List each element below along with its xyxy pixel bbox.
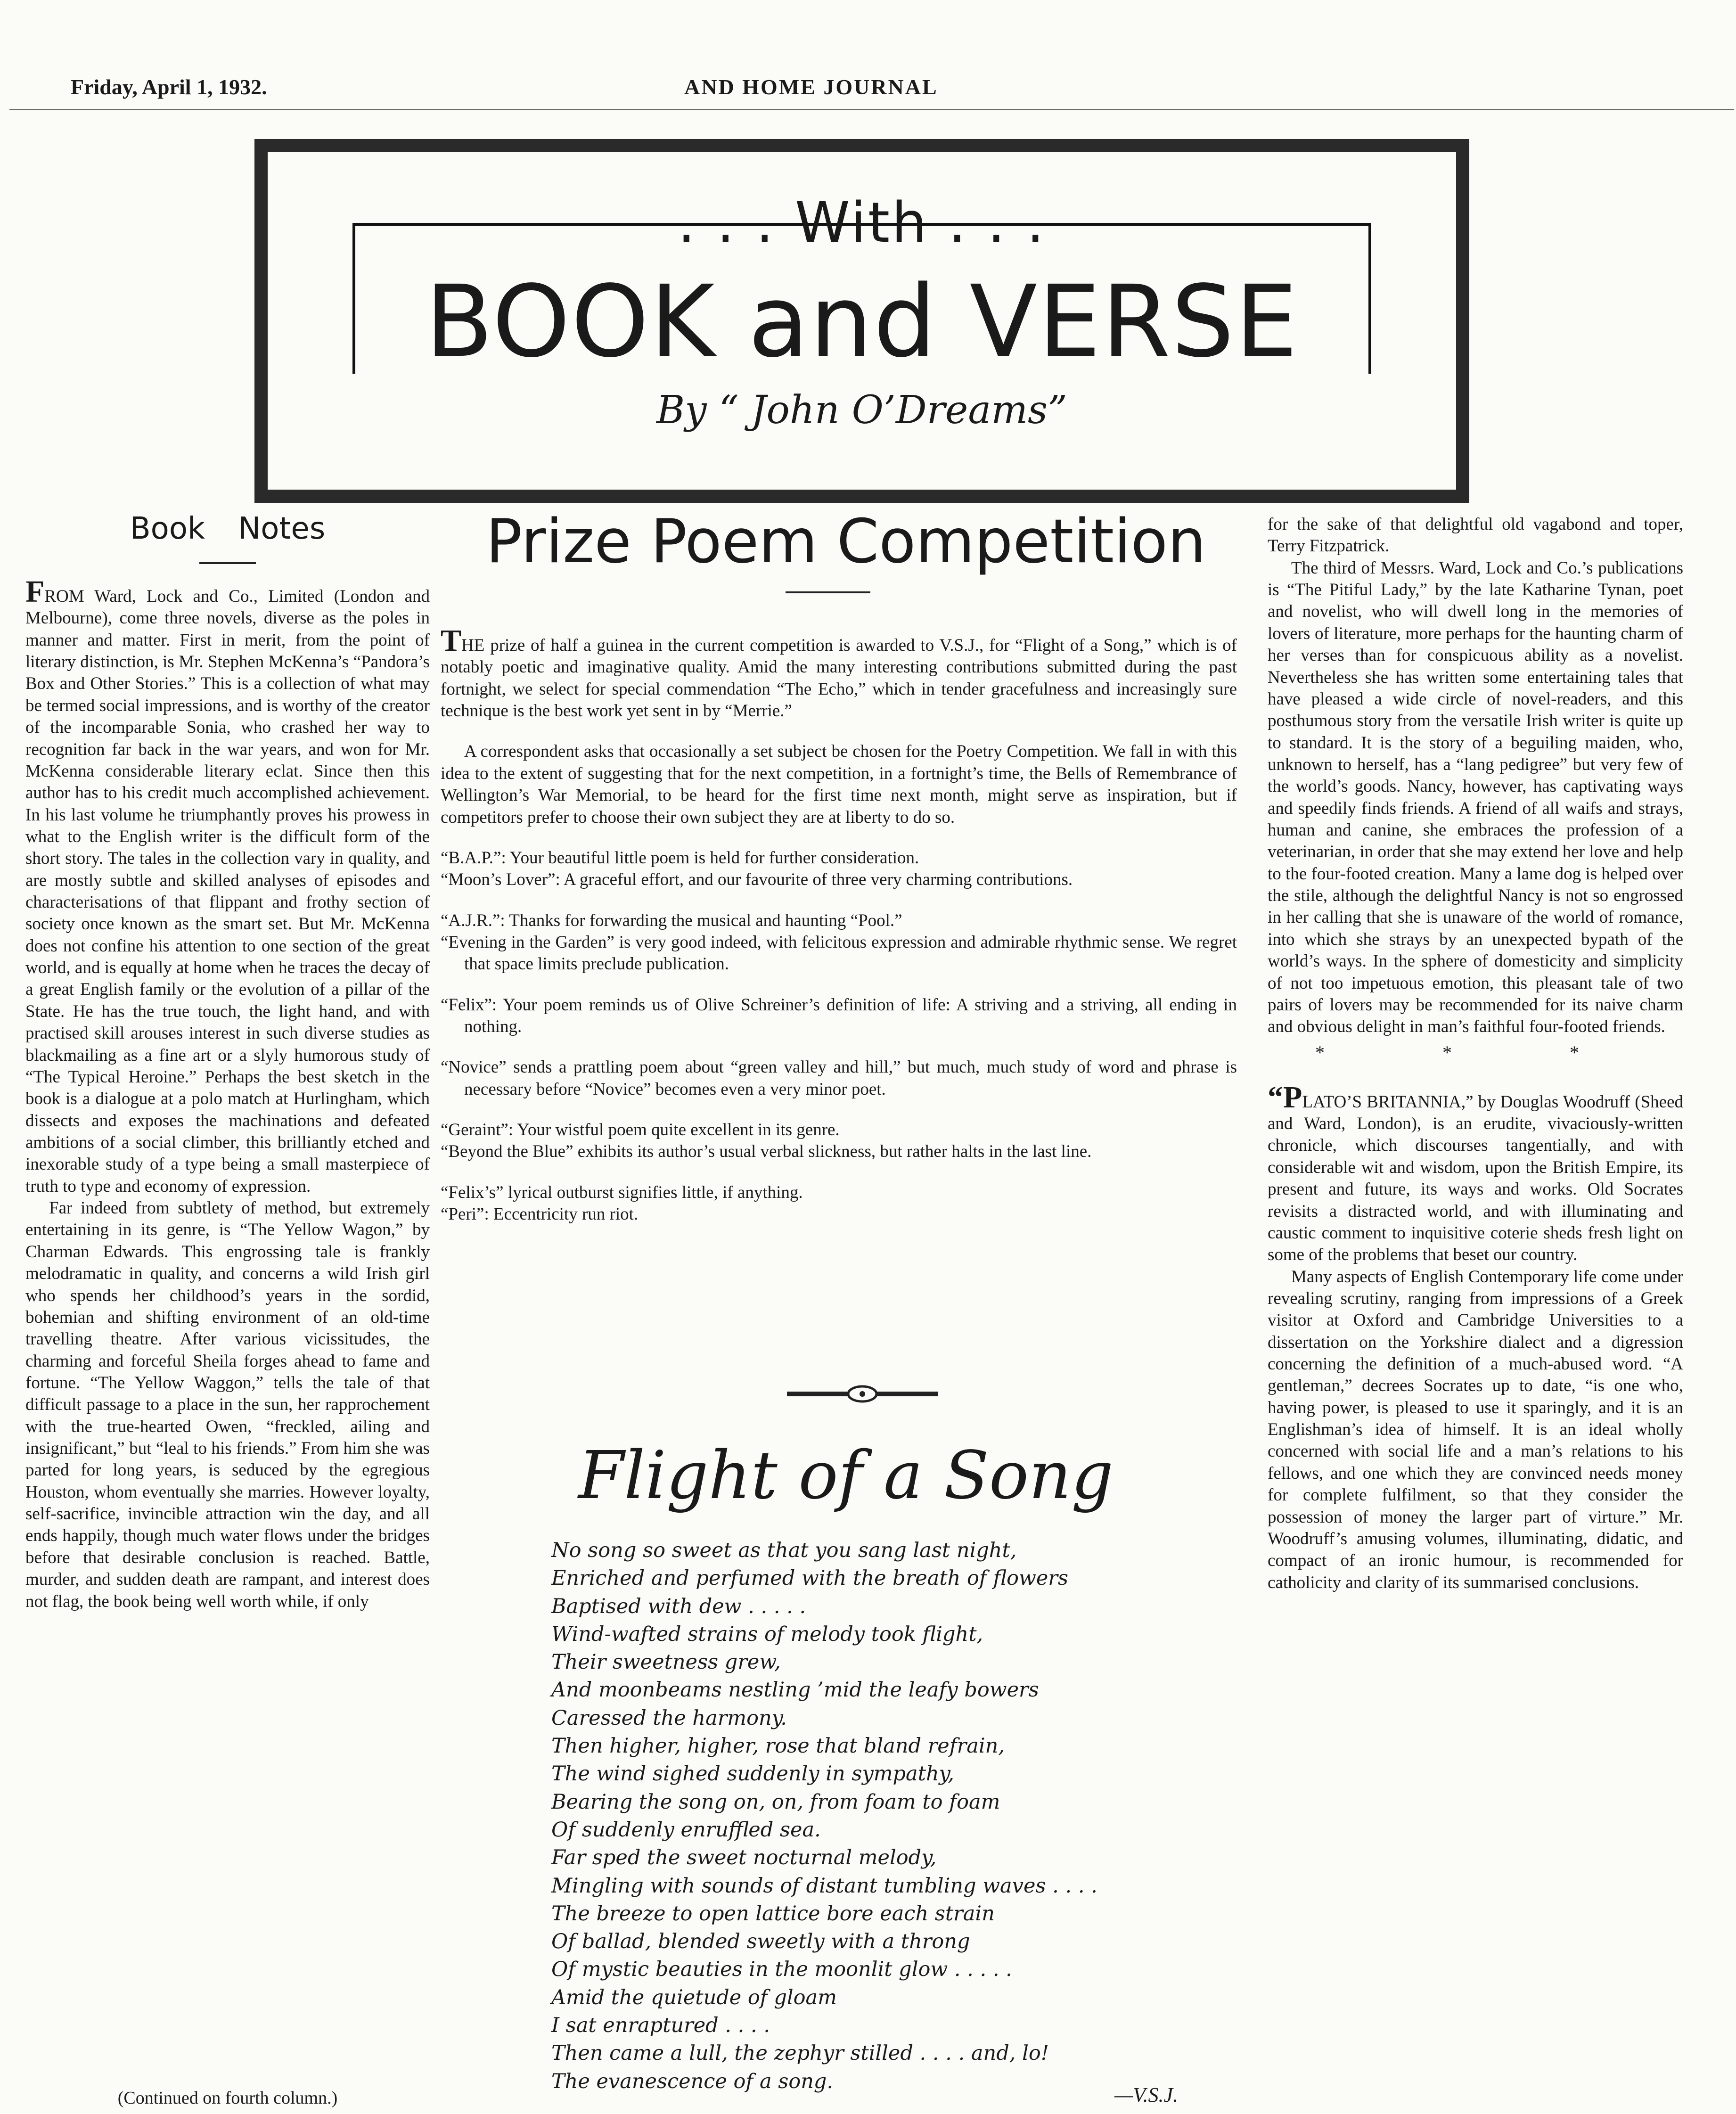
poem-line: Far sped the sweet nocturnal melody, bbox=[551, 1846, 937, 1870]
header-rule bbox=[9, 109, 1734, 110]
heading-rule bbox=[199, 562, 256, 564]
banner-title: BOOK and VERSE bbox=[425, 264, 1299, 379]
right-paragraph: The third of Messrs. Ward, Lock and Co.’s publications is “The Pitiful Lady,” by the late Katharine Tynan, poet and novelist, who will dwell long in the memories of lovers of literature, more perhaps for the haunting charm of her verses than for conspicuous ability as a novelist. Nevertheless she has written some entertaining tales that have pleased a wide circle of novel-readers, and this posthumous story from the versatile Irish writer is quite up to standard. It is the story of a beguiling maiden, who, unknown to herself, has a “lang pedigree” but very few of the world’s goods. Nancy, however, has captivating ways and speedily finds friends. A friend of all waifs and strays, human and canine, she embraces the profession of a veterinarian, in order that she may extend her love and help to the four-footed creation. Many a lame dog is helped over the stile, although the delightful Nancy is not so engrossed in her calling that she is unaware of the world of romance, into which she strays by an unexpected bypath of the world’s ways. In the sphere of domesticity and simplicity of not too impetuous emotion, this pleasant tale of two pairs of lovers may be recommended for its naive charm and obvious delight in man’s faithful four-footed friends. bbox=[1268, 558, 1683, 1037]
section-banner bbox=[254, 139, 1469, 503]
right-column bbox=[1268, 514, 1683, 1594]
prize-entry: “Moon’s Lover”: A graceful effort, and our favourite of three very charming contributions. bbox=[441, 870, 1073, 890]
prize-entry: “Peri”: Eccentricity run riot. bbox=[441, 1204, 639, 1224]
continued-note: (Continued on fourth column.) bbox=[117, 2088, 338, 2108]
poem-line: Of suddenly enruffled sea. bbox=[551, 1818, 821, 1842]
poem-line: The breeze to open lattice bore each strain bbox=[551, 1901, 995, 1926]
poem-line: Bearing the song on, on, from foam to foam bbox=[551, 1790, 1000, 1814]
poem-line: I sat enraptured . . . . bbox=[551, 2014, 770, 2038]
poem-line: Then higher, higher, rose that bland refrain, bbox=[551, 1734, 1005, 1758]
poem-line: The evanescence of a song. bbox=[551, 2069, 834, 2093]
poem-line: Enriched and perfumed with the breath of flowers bbox=[551, 1566, 1068, 1590]
ornament-divider-icon bbox=[787, 1385, 938, 1403]
poem-signature: —V.S.J. bbox=[1114, 2083, 1178, 2106]
poem-line: Amid the quietude of gloam bbox=[551, 1985, 837, 2009]
drop-cap: F bbox=[25, 574, 45, 609]
book-notes-paragraph: Far indeed from subtlety of method, but extremely entertaining in its genre, is “The Yellow Wagon,” by Charman Edwards. This engrossing tale is frankly melodramatic in quality, and concerns a wild Irish girl who spends her childhood’s years in the sordid, bohemian and shifting environment of an old-time travelling theatre. After various vicissitudes, the charming and forceful Sheila forges ahead to fame and fortune. “The Yellow Waggon,” tells the tale of that difficult passage to a place in the sun, her rapprochement with the true-hearted Owen, “freckled, ailing and insignificant,” but “leal to his friends.” From him she was parted for long years, is seduced by the egregious Houston, whom eventually she marries. However loyalty, self-sacrifice, invincible attraction win the day, and all ends happily, though much water flows under the bridges before that desirable conclusion is reached. Battle, murder, and sudden death are rampant, and interest does not flag, the book being well worth while, if only bbox=[25, 1198, 430, 1611]
poem-line: No song so sweet as that you sang last night, bbox=[551, 1539, 1017, 1562]
poem-line: Baptised with dew . . . . . bbox=[551, 1594, 806, 1618]
drop-cap: T bbox=[441, 623, 462, 658]
poem-line: Mingling with sounds of distant tumbling waves . . . . bbox=[551, 1874, 1097, 1898]
issue-date: Friday, April 1, 1932. bbox=[71, 75, 267, 99]
heading-rule bbox=[786, 591, 870, 593]
right-paragraph: for the sake of that delightful old vagabond and toper, Terry Fitzpatrick. bbox=[1268, 515, 1683, 556]
prize-correspondent: A correspondent asks that occasionally a set subject be chosen for the Poetry Competition. We fall in with this idea to the extent of suggesting that for the next competition, in a fortnight’s time, the Bells of Remembrance of Wellington’s War Memorial, to be heard for the first time next month, might serve as inspiration, but if competitors prefer to choose their own subject they are at liberty to do so. bbox=[441, 742, 1237, 827]
poem-line: Then came a lull, the zephyr stilled . . . . and, lo! bbox=[551, 2041, 1049, 2065]
prize-entry: “Novice” sends a prattling poem about “green valley and hill,” but much, much study of word and phrase is necessary before “Novice” becomes even a very minor poet. bbox=[441, 1057, 1237, 1099]
prize-entry: “B.A.P.”: Your beautiful little poem is held for further consideration. bbox=[441, 848, 919, 868]
poem-line: Their sweetness grew, bbox=[551, 1650, 781, 1674]
prize-entry: “A.J.R.”: Thanks for forwarding the musical and haunting “Pool.” bbox=[441, 910, 902, 930]
banner-byline: By “ John O’Dreams” bbox=[656, 388, 1067, 433]
banner-with: . . . With . . . bbox=[677, 190, 1047, 255]
right-paragraph: “PLATO’S BRITANNIA,” by Douglas Woodruff (Sheed and Ward, London), is an erudite, vivaciously-written chronicle, which discourses tangentially, and with considerable wit and wisdom, upon the British Empire, its present and future, its ways and works. Old Socrates revisits a distracted world, and with illuminating and caustic comment to inquisitive coterie sheds fresh light on some of the problems that beset our country. bbox=[1268, 1080, 1683, 1265]
prize-entry: “Felix”: Your poem reminds us of Olive Schreiner’s definition of life: A striving and a striving, all ending in nothing. bbox=[441, 995, 1237, 1037]
poem-body bbox=[551, 1537, 1220, 2096]
prize-entry: “Beyond the Blue” exhibits its author’s usual verbal slickness, but rather halts in the last line. bbox=[441, 1142, 1092, 1162]
book-notes-heading: Book Notes bbox=[130, 511, 326, 546]
prize-entry: “Felix’s” lyrical outburst signifies little, if anything. bbox=[441, 1182, 803, 1202]
prize-entry: “Evening in the Garden” is very good indeed, with felicitous expression and admirable rhythmic sense. We regret that space limits preclude publication. bbox=[441, 932, 1237, 974]
poem-line: Caressed the harmony. bbox=[551, 1706, 787, 1730]
book-notes-column bbox=[25, 574, 430, 1613]
poem-line: Of mystic beauties in the moonlit glow . . . . . bbox=[551, 1958, 1012, 1982]
right-paragraph: Many aspects of English Contemporary life come under revealing scrutiny, ranging from impressions of a Greek visitor at Oxford and Cambridge Universities to a dissertation on the Yorkshire dialect and a digression concerning the definition of a much-abused word. “A gentleman,” decrees Socrates up to date, “is one who, having power, is pleased to use it sparingly, and it is an Englishman’s idea of himself. It is an ideal wholly concerned with social life and a man’s relations to his fellows, and one which they are convinced needs money for complete fulfilment, so that they consider the possession of money the larger part of virture.” Mr. Woodruff’s amusing volumes, illuminating, didatic, and compact of an ironic humour, is recommended for catholicity and clarity of its summarised conclusions. bbox=[1268, 1267, 1683, 1592]
poem-line: Wind-wafted strains of melody took flight, bbox=[551, 1622, 983, 1646]
poem-title: Flight of a Song bbox=[578, 1437, 1114, 1514]
prize-intro: THE prize of half a guinea in the current competition is awarded to V.S.J., for “Flight of a Song,” which is of notably poetic and imaginative quality. Amid the many interesting contributions submitted during the past fortnight, we select for special commendation “The Echo,” which in tender gracefulness and increasingly sure technique is the best work yet sent in by “Merrie.” bbox=[441, 623, 1237, 721]
poem-line: The wind sighed suddenly in sympathy, bbox=[551, 1762, 954, 1786]
prize-column bbox=[441, 623, 1237, 1226]
publication-name: AND HOME JOURNAL bbox=[684, 75, 938, 99]
prize-entry: “Geraint”: Your wistful poem quite excellent in its genre. bbox=[441, 1120, 840, 1140]
poem-line: And moonbeams nestling ’mid the leafy bowers bbox=[551, 1678, 1039, 1702]
poem-line: Of ballad, blended sweetly with a throng bbox=[551, 1930, 970, 1954]
drop-cap: “P bbox=[1268, 1080, 1302, 1114]
prize-title: Prize Poem Competition bbox=[485, 507, 1206, 577]
book-notes-paragraph: FROM Ward, Lock and Co., Limited (London and Melbourne), come three novels, diverse as the poles in manner and matter. First in merit, from the point of literary distinction, is Mr. Stephen McKenna’s “Pandora’s Box and Other Stories.” This is a collection of what may be termed social impressions, and is worthy of the creator of the incomparable Sonia, who crashed her way to recognition far back in the war years, and won for Mr. McKenna considerable literary eclat. Since then this author has to his credit much accomplished achievement. In his last volume he triumphantly proves his prowess in what to the English writer is the difficult form of the short story. The tales in the collection vary in quality, and are mostly subtle and skilled analyses of episodes and characterisations of that flippant and frothy section of society once known as the smart set. But Mr. McKenna does not confine his attention to one section of the great world, and is equally at home when he traces the decay of a great English family or the evolution of a pillar of the State. He has the true touch, the light hand, and with practised skill arouses interest in such diverse studies as blackmailing as a fine art or a slyly humorous study of “The Typical Heroine.” Perhaps the best sketch in the book is a dialogue at a polo match at Hurlingham, which dissects and exposes the machinations and defeated ambitions of a social climber, this brilliantly etched and inexorable study of a type being a small masterpiece of truth to type and economy of expression. bbox=[25, 574, 430, 1196]
section-stars: * * * bbox=[1315, 1041, 1636, 1063]
